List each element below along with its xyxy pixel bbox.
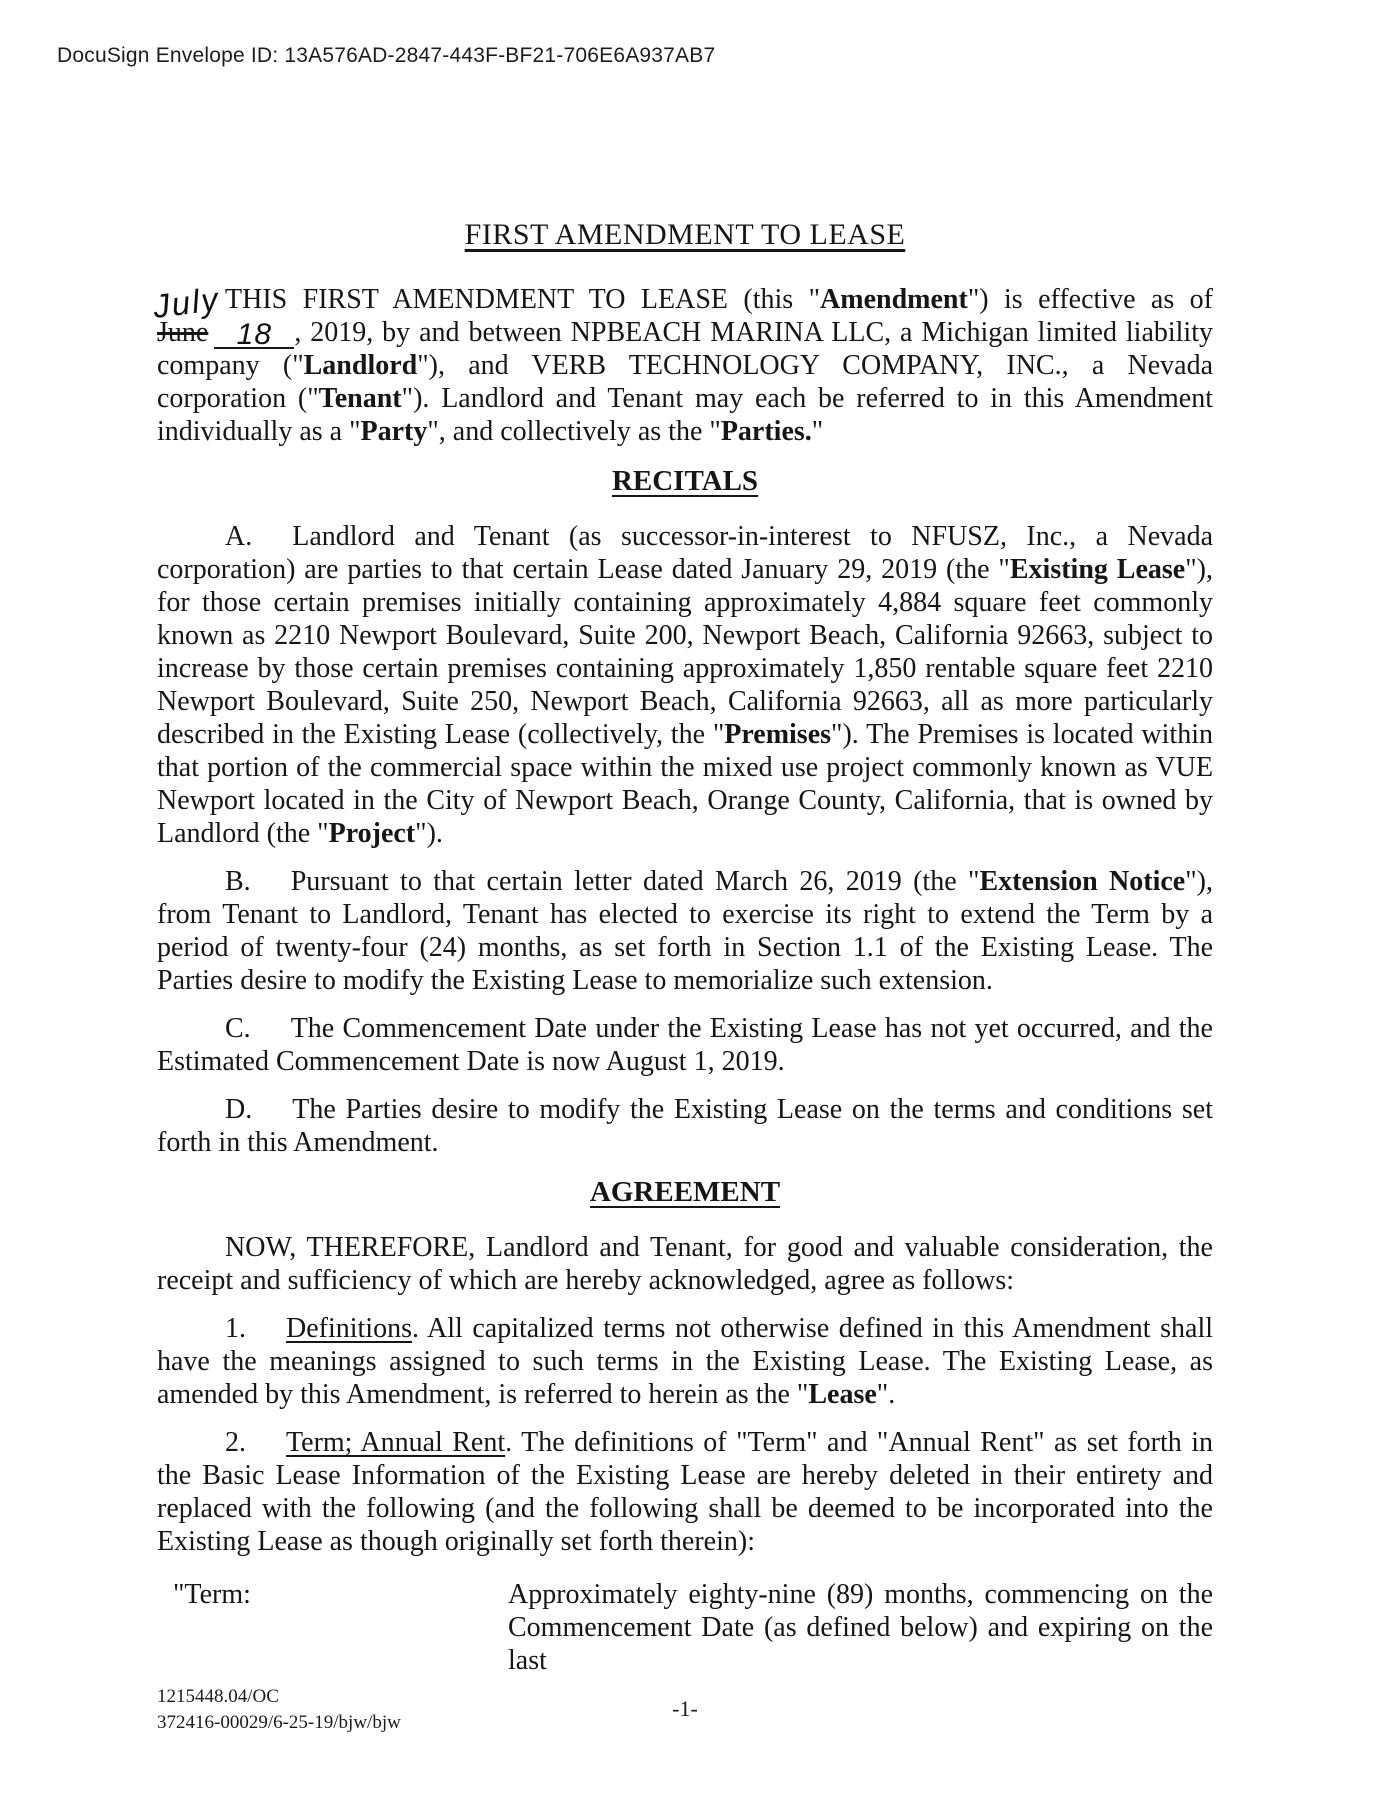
recital-a: A. Landlord and Tenant (as successor-in-interest to NFUSZ, Inc., a Nevada corporation) are parties to that certain Lease dated January 29, 2019 (the "Existing Lease"), for those certain premises initially containing approximately 4,884 square feet commonly known as 2210 Newport Boulevard, Suite 200, Newport Beach, California 92663, subject to increase by those certain premises containing approximately 1,850 rentable square feet 2210 Newport Boulevard, Suite 250, Newport Beach, California 92663, all as more particularly described in the Existing Lease (collectively, the "Premises"). The Premises is located within that portion of the commercial space within the mixed use project commonly known as VUE Newport located in the City of Newport Beach, Orange County, California, that is owned by Landlord (the "Project"). xyxy=(157,521,1213,849)
now-therefore-paragraph: NOW, THEREFORE, Landlord and Tenant, for good and valuable consideration, the receipt and sufficiency of which are hereby acknowledged, agree as follows: xyxy=(157,1232,1213,1296)
recital-b: B. Pursuant to that certain letter dated March 26, 2019 (the "Extension Notice"), from Tenant to Landlord, Tenant has elected to exercise its right to extend the Term by a period of twenty-four (24) months, as set forth in Section 1.1 of the Existing Lease. The Parties desire to modify the Existing Lease to memorialize such extension. xyxy=(157,866,1213,996)
handwritten-month: July xyxy=(150,280,222,325)
handwritten-day: 18 xyxy=(236,318,273,351)
intro-paragraph: THIS FIRST AMENDMENT TO LEASE (this "Amendment") is effective as of July June 18 , 2019, by and between NPBEACH MARINA LLC, a Michigan limited liability company ("Landlord"), and VERB TECHNOLOGY COMPANY, INC., a Nevada corporation ("Tenant"). Landlord and Tenant may each be referred to in this Amendment individually as a "Party", and collectively as the "Parties." xyxy=(150,280,1213,447)
docusign-envelope-id: DocuSign Envelope ID: 13A576AD-2847-443F-BF21-706E6A937AB7 xyxy=(57,44,716,67)
recital-d: D. The Parties desire to modify the Existing Lease on the terms and conditions set forth in this Amendment. xyxy=(157,1094,1213,1158)
page-number: -1- xyxy=(672,1696,698,1721)
recital-c: C. The Commencement Date under the Existing Lease has not yet occurred, and the Estimated Commencement Date is now August 1, 2019. xyxy=(157,1013,1213,1077)
term-label: "Term: xyxy=(173,1579,251,1610)
document-body xyxy=(150,0,1213,1677)
agreement-heading: AGREEMENT xyxy=(589,1176,781,1208)
term-text: Approximately eighty-nine (89) months, commencing on the Commencement Date (as defined below) and expiring on the last xyxy=(508,1579,1213,1676)
recitals-heading: RECITALS xyxy=(611,465,759,497)
item-2-term-annual-rent: 2. Term; Annual Rent. The definitions of "Term" and "Annual Rent" as set forth in the Basic Lease Information of the Existing Lease are hereby deleted in their entirety and replaced with the following (and the following shall be deemed to be incorporated into the Existing Lease as though originally set forth therein): xyxy=(157,1427,1213,1557)
item-1-definitions: 1. Definitions. All capitalized terms not otherwise defined in this Amendment shall have the meanings assigned to such terms in the Existing Lease. The Existing Lease, as amended by this Amendment, is referred to herein as the "Lease". xyxy=(157,1313,1213,1410)
document-title: FIRST AMENDMENT TO LEASE xyxy=(464,218,906,251)
footer-file-number: 1215448.04/OC xyxy=(157,1686,279,1707)
term-definition-row xyxy=(157,1578,1213,1677)
struck-month: June xyxy=(157,317,209,348)
date-blank-line xyxy=(214,317,294,349)
footer-matter-number: 372416-00029/6-25-19/bjw/bjw xyxy=(157,1712,401,1733)
handwritten-date-correction xyxy=(150,280,294,351)
